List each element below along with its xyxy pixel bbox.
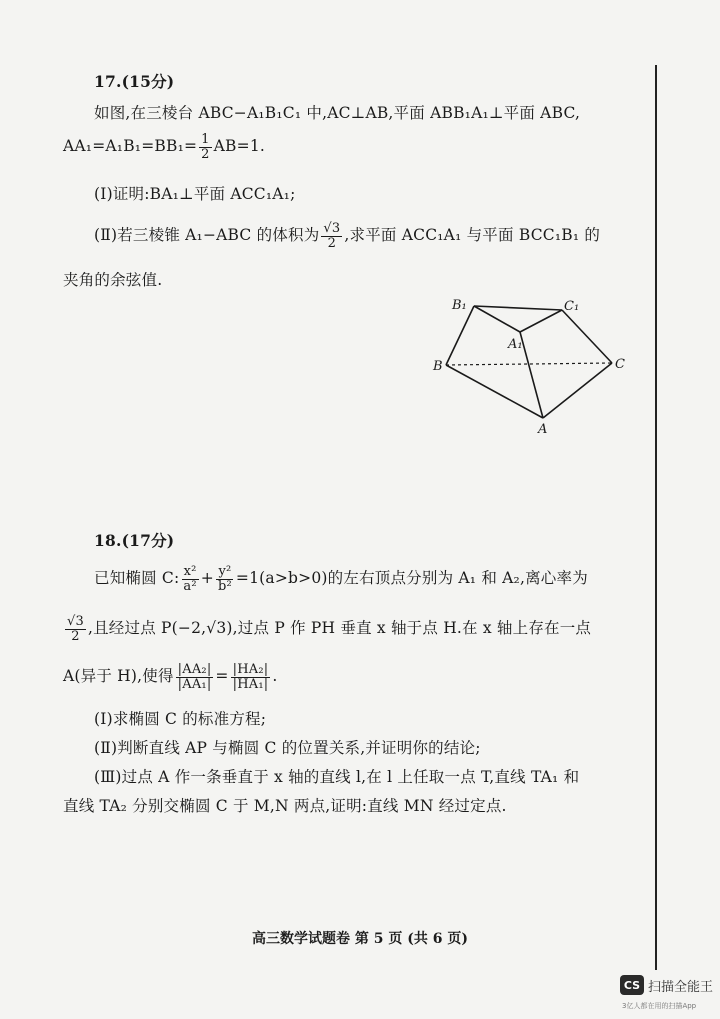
- q17-part2: [94, 222, 600, 250]
- q18-ratio-right-den: |HA₁|: [232, 676, 269, 692]
- q18-plus: +: [200, 569, 214, 588]
- q17-stem-line1: 如图,在三棱台 ABC−A₁B₁C₁ 中,AC⊥AB,平面 ABB₁A₁⊥平面 ABC,: [94, 104, 581, 122]
- q18-line3-a: A(异于 H),使得: [63, 667, 174, 686]
- frustum-figure: [430, 290, 630, 440]
- label-b: B: [433, 359, 443, 374]
- q18-ratio-left-den: |AA₁|: [177, 676, 212, 692]
- q17-volume-num: √3: [323, 221, 341, 236]
- page-footer: 高三数学试题卷 第 5 页 (共 6 页): [252, 931, 468, 947]
- margin-line: [655, 65, 657, 970]
- q18-ratio-right: [231, 663, 271, 691]
- edge-b1-a1: [474, 306, 520, 332]
- edge-c1-c: [562, 310, 612, 363]
- q18-equals: =: [215, 667, 229, 686]
- q18-ecc-fraction: [65, 615, 86, 643]
- q18-line2-b: ,且经过点 P(−2,√3),过点 P 作 PH 垂直 x 轴于点 H.在 x 轴上存在一点: [87, 619, 592, 638]
- q18-line1-a: 已知椭圆 C:: [94, 569, 180, 588]
- scanner-subtitle: 3亿人都在用的扫描App: [622, 1002, 697, 1010]
- q18-ratio-right-num: |HA₂|: [232, 662, 269, 677]
- edge-c-a: [543, 363, 612, 418]
- q17-half-num: 1: [201, 132, 210, 147]
- q17-part1: (Ⅰ)证明:BA₁⊥平面 ACC₁A₁;: [94, 185, 296, 203]
- q17-volume-den: 2: [327, 235, 337, 251]
- q18-y-num: y²: [218, 564, 232, 579]
- q18-ratio-left-num: |AA₂|: [177, 662, 212, 677]
- q18-part3-line1: (Ⅲ)过点 A 作一条垂直于 x 轴的直线 l,在 l 上任取一点 T,直线 TA₁ 和: [94, 768, 580, 786]
- q17-volume-fraction: [321, 222, 342, 250]
- q18-x-num: x²: [183, 564, 197, 579]
- edge-a1-a: [520, 332, 543, 418]
- q17-header: 17.(15分): [94, 72, 175, 91]
- q17-part2-b: ,求平面 ACC₁A₁ 与平面 BCC₁B₁ 的: [344, 226, 601, 245]
- q17-part2-a: (Ⅱ)若三棱锥 A₁−ABC 的体积为: [94, 226, 320, 245]
- q18-y-fraction: [216, 565, 234, 593]
- label-a1: A₁: [508, 337, 523, 352]
- q18-line1: [94, 565, 588, 593]
- label-c1: C₁: [564, 299, 580, 314]
- q18-x-den: a²: [183, 578, 197, 594]
- q17-stem-line2-b: AB=1.: [213, 137, 266, 156]
- q18-line3: [63, 663, 277, 691]
- q18-ecc-num: √3: [67, 614, 84, 629]
- q18-part2: (Ⅱ)判断直线 AP 与椭圆 C 的位置关系,并证明你的结论;: [94, 739, 481, 757]
- q18-ratio-left: [176, 663, 214, 691]
- label-c: C: [615, 357, 625, 372]
- q18-ecc-den: 2: [71, 628, 80, 644]
- scanner-title: 扫描全能王: [648, 980, 714, 995]
- q18-part3-line2: 直线 TA₂ 分别交椭圆 C 于 M,N 两点,证明:直线 MN 经过定点.: [63, 797, 507, 815]
- q18-line2: [63, 615, 591, 643]
- camscanner-logo-icon: CS: [620, 975, 644, 995]
- label-b1: B₁: [452, 298, 467, 313]
- q17-stem-line2-a: AA₁=A₁B₁=BB₁=: [63, 137, 198, 156]
- q18-header: 18.(17分): [94, 531, 175, 550]
- edge-c1-a1: [520, 310, 562, 332]
- q18-x-fraction: [181, 565, 198, 593]
- q17-half-fraction: [199, 133, 211, 161]
- q17-half-den: 2: [201, 146, 210, 162]
- label-a: A: [538, 422, 548, 437]
- edge-b-a: [446, 365, 543, 418]
- q18-part1: (Ⅰ)求椭圆 C 的标准方程;: [94, 710, 267, 728]
- q18-line1-b: =1(a>b>0)的左右顶点分别为 A₁ 和 A₂,离心率为: [235, 569, 588, 588]
- q17-stem-line2: [63, 133, 265, 161]
- edge-b1-c1: [474, 306, 562, 310]
- q18-y-den: b²: [217, 578, 232, 594]
- edge-b1-b: [446, 306, 474, 365]
- q17-part2-line2: 夹角的余弦值.: [63, 271, 163, 289]
- q18-line3-b: .: [272, 667, 278, 686]
